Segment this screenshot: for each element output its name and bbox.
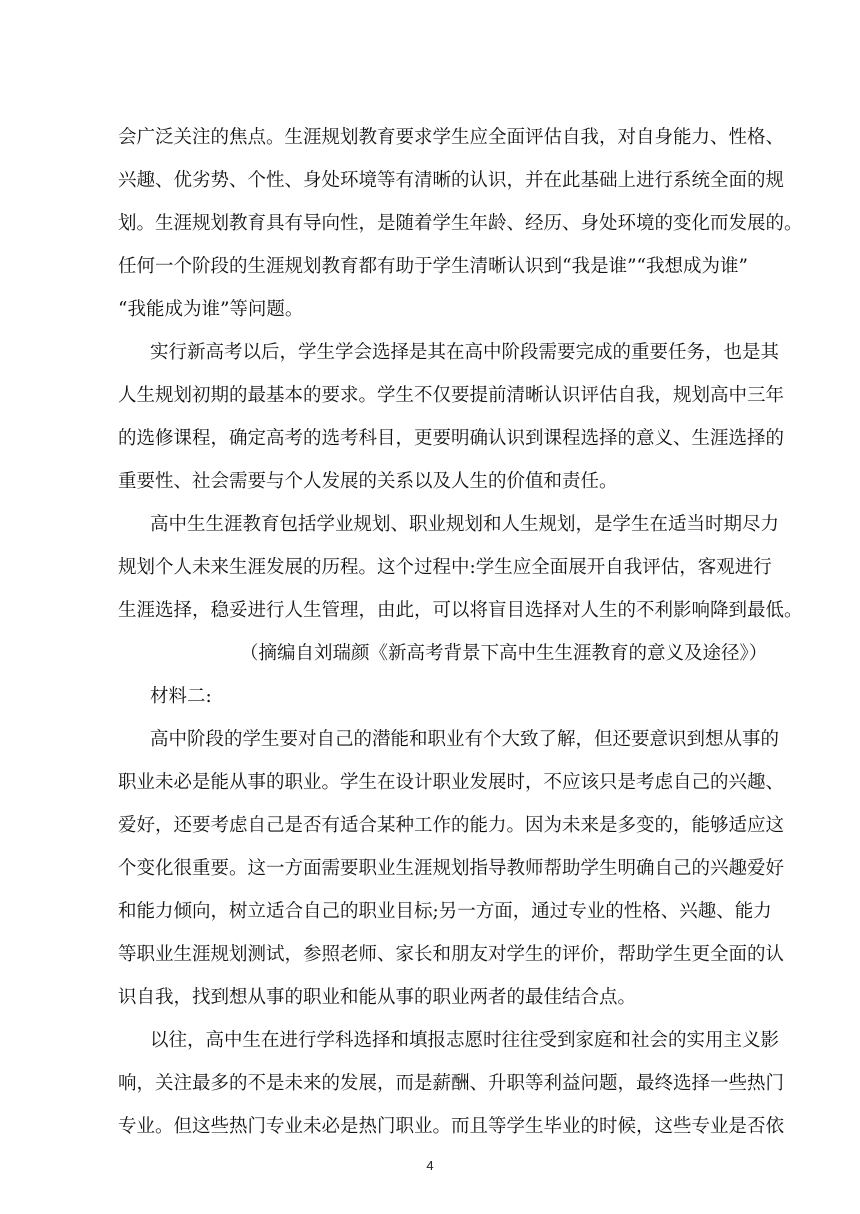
text-line: 和能力倾向，树立适合自己的职业目标;另一方面，通过专业的性格、兴趣、能力 [118, 901, 772, 922]
text-line: 职业未必是能从事的职业。学生在设计职业发展时，不应该只是考虑自己的兴趣、 [118, 772, 785, 793]
text-line: 响，关注最多的不是未来的发展，而是薪酬、升职等利益问题，最终选择一些热门 [118, 1073, 785, 1094]
text-line: 个变化很重要。这一方面需要职业生涯规划指导教师帮助学生明确自己的兴趣爱好 [118, 858, 785, 879]
text-line: 重要性、社会需要与个人发展的关系以及人生的价值和责任。 [118, 471, 618, 492]
text-line: 专业。但这些热门专业未必是热门职业。而且等学生毕业的时候，这些专业是否依 [118, 1116, 785, 1137]
source-citation: （摘编自刘瑞颜《新高考背景下高中生生涯教育的意义及途径》） [240, 643, 768, 664]
paragraph-first-line: 以往，高中生在进行学科选择和填报志愿时往往受到家庭和社会的实用主义影 [150, 1030, 780, 1051]
text-line: 划。生涯规划教育具有导向性，是随着学生年龄、经历、身处环境的变化而发展的。 [118, 213, 803, 234]
text-line: “我能成为谁”等问题。 [118, 299, 304, 320]
paragraph-first-line: 高中阶段的学生要对自己的潜能和职业有个大致了解，但还要意识到想从事的 [150, 729, 780, 750]
text-line: 兴趣、优劣势、个性、身处环境等有清晰的认识，并在此基础上进行系统全面的规 [118, 170, 785, 191]
page-number: 4 [426, 1158, 434, 1173]
text-line: 识自我，找到想从事的职业和能从事的职业两者的最佳结合点。 [118, 987, 637, 1008]
text-line: 任何一个阶段的生涯规划教育都有助于学生清晰认识到“我是谁”“我想成为谁” [118, 256, 748, 277]
text-line: 的选修课程，确定高考的选考科目，更要明确认识到课程选择的意义、生涯选择的 [118, 428, 785, 449]
text-line: 等职业生涯规划测试，参照老师、家长和朋友对学生的评价，帮助学生更全面的认 [118, 944, 785, 965]
section-heading: 材料二: [150, 686, 212, 707]
text-line: 生涯选择，稳妥进行人生管理，由此，可以将盲目选择对人生的不利影响降到最低。 [118, 600, 803, 621]
text-line: 规划个人未来生涯发展的历程。这个过程中:学生应全面展开自我评估，客观进行 [118, 557, 772, 578]
text-line: 会广泛关注的焦点。生涯规划教育要求学生应全面评估自我，对自身能力、性格、 [118, 127, 785, 148]
text-line: 爱好，还要考虑自己是否有适合某种工作的能力。因为未来是多变的，能够适应这 [118, 815, 785, 836]
paragraph-first-line: 实行新高考以后，学生学会选择是其在高中阶段需要完成的重要任务，也是其 [150, 342, 780, 363]
text-line: 人生规划初期的最基本的要求。学生不仅要提前清晰认识评估自我，规划高中三年 [118, 385, 785, 406]
paragraph-first-line: 高中生生涯教育包括学业规划、职业规划和人生规划，是学生在适当时期尽力 [150, 514, 780, 535]
